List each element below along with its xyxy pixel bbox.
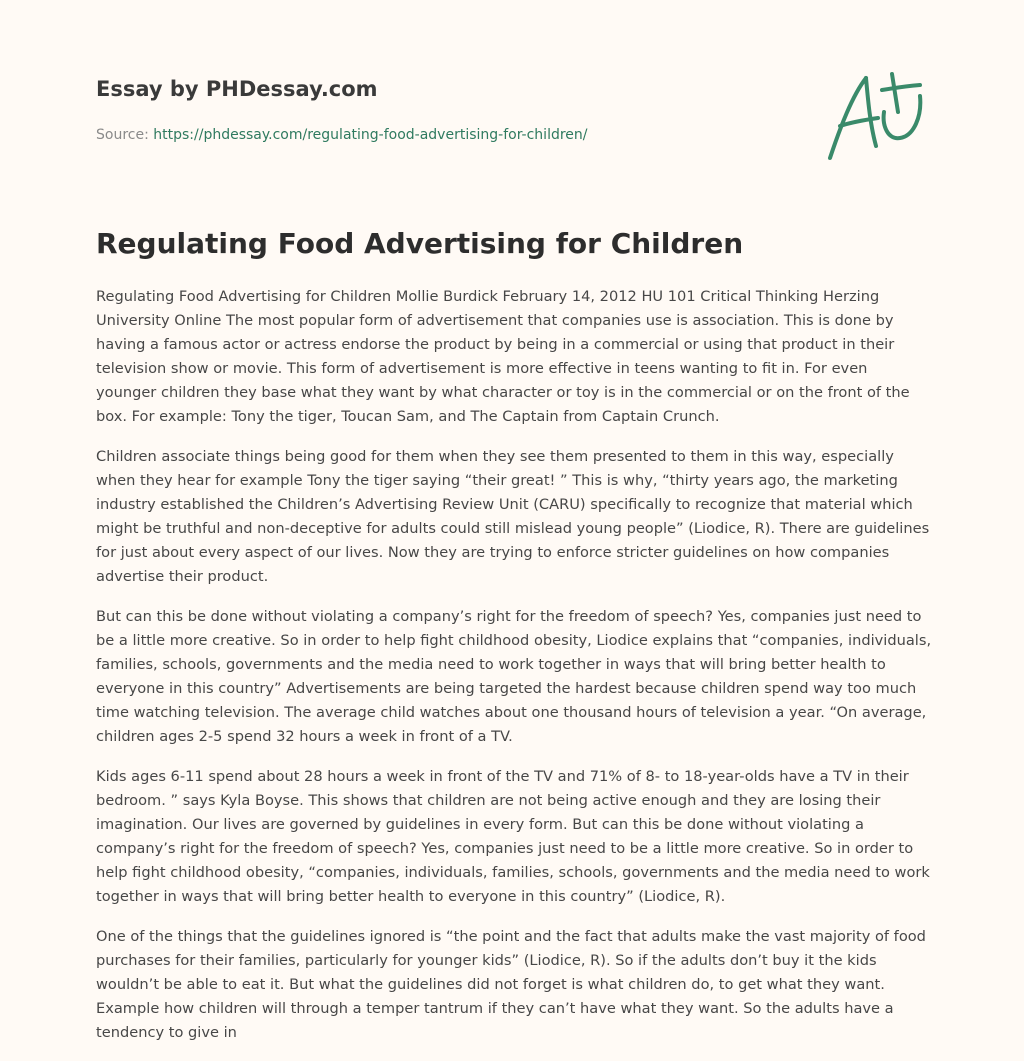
- essay-paragraph: Kids ages 6-11 spend about 28 hours a week in front of the TV and 71% of 8- to 18-year-olds have a TV in their bedroom. ” says Kyla Boyse. This shows that children are not being active enough and they are losing their imagination. Our lives are governed by guidelines in every form. But can this be done without violating a company’s right for the freedom of speech? Yes, companies just need to be a little more creative. So in order to help fight childhood obesity, “companies, individuals, families, schools, governments and the media need to work together in ways that will bring better health to everyone in this country” (Liodice, R).: [96, 768, 930, 905]
- essay-paragraph: Children associate things being good for them when they see them presented to them in this way, especially when they hear for example Tony the tiger saying “their great! ” This is why, “thirty years ago, the marketing industry established the Children’s Advertising Review Unit (CARU) specifically to recognize that material which might be truthful and non-deceptive for adults could still mislead young people” (Liodice, R). There are guidelines for just about every aspect of our lives. Now they are trying to enforce stricter guidelines on how companies advertise their product.: [96, 448, 930, 585]
- source-line: [96, 125, 796, 145]
- essay-title: Regulating Food Advertising for Children: [96, 227, 744, 260]
- essay-body: [96, 285, 932, 1061]
- a-plus-logo-icon: [822, 66, 926, 164]
- source-label: Source:: [96, 127, 154, 143]
- essay-paragraph: Regulating Food Advertising for Children Mollie Burdick February 14, 2012 HU 101 Critical Thinking Herzing University Online The most popular form of advertisement that companies use is association. This is done by having a famous actor or actress endorse the product by being in a commercial or using that product in their television show or movie. This form of advertisement is more effective in teens wanting to fit in. For even younger children they base what they want by what character or toy is in the commercial or on the front of the box. For example: Tony the tiger, Toucan Sam, and The Captain from Captain Crunch.: [96, 288, 910, 425]
- essay-paragraph: One of the things that the guidelines ignored is “the point and the fact that adults make the vast majority of food purchases for their families, particularly for younger kids” (Liodice, R). So if the adults don’t buy it the kids wouldn’t be able to eat it. But what the guidelines did not forget is what children do, to get what they want. Example how children will through a temper tantrum if they can’t have what they want. So the adults have a tendency to give in: [96, 928, 926, 1041]
- essay-paragraph: But can this be done without violating a company’s right for the freedom of speech? Yes, companies just need to be a little more creative. So in order to help fight childhood obesity, Liodice explains that “companies, individuals, families, schools, governments and the media need to work together in ways that will bring better health to everyone in this country” Advertisements are being targeted the hardest because children spend way too much time watching television. The average child watches about one thousand hours of television a year. “On average, children ages 2-5 spend 32 hours a week in front of a TV.: [96, 608, 932, 745]
- source-link[interactable]: https://phdessay.com/regulating-food-advertising-for-children/: [153, 127, 588, 143]
- page-header: [96, 74, 796, 145]
- brand-title: Essay by PHDessay.com: [96, 77, 378, 101]
